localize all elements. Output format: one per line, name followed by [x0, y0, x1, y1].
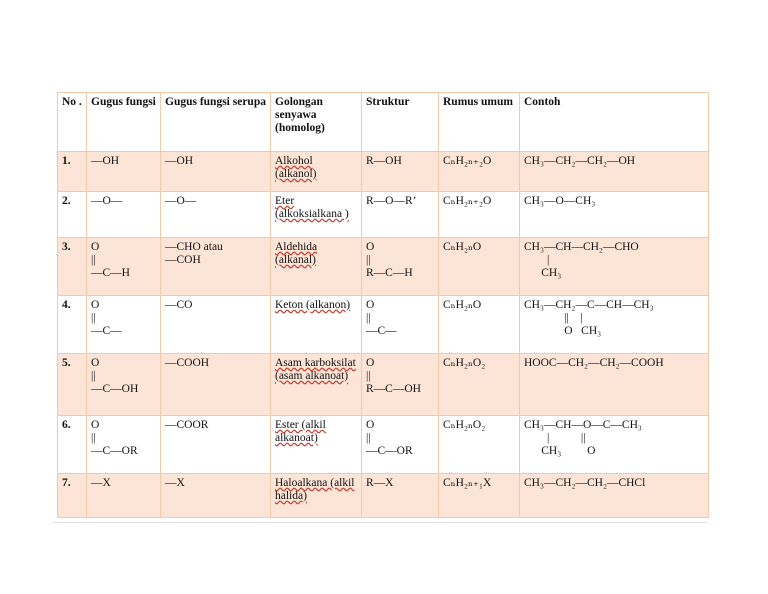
- cell-golongan: Keton (alkanon): [271, 296, 362, 354]
- header-gugus-fungsi-serupa: Gugus fungsi serupa: [161, 93, 271, 152]
- cell-gugus: O || —C—OR: [87, 416, 161, 474]
- cell-rumus: CₙH₂ₙO: [439, 296, 520, 354]
- header-no: No .: [58, 93, 87, 152]
- cell-struktur: R—OH: [362, 152, 439, 192]
- table-row: [58, 192, 709, 238]
- cell-contoh: CH₃—CH—CH₂—CHO | CH₃: [520, 238, 709, 296]
- cell-gugus: O || —C—OH: [87, 354, 161, 416]
- header-row: [58, 93, 709, 152]
- cell-golongan: Haloalkana (alkil halida): [271, 474, 362, 518]
- cell-gugus: O || —C—: [87, 296, 161, 354]
- cell-contoh: CH₃—CH—O—C—CH₃ | || CH₃ O: [520, 416, 709, 474]
- cell-contoh: CH₃—CH₂—CH₂—OH: [520, 152, 709, 192]
- cell-no: 2.: [58, 192, 87, 238]
- cell-golongan: Ester (alkil alkanoat): [271, 416, 362, 474]
- cell-rumus: CₙH₂ₙ₊₁X: [439, 474, 520, 518]
- cell-serupa: —CO: [161, 296, 271, 354]
- header-struktur: Struktur: [362, 93, 439, 152]
- cell-golongan: Aldehida (alkanal): [271, 238, 362, 296]
- cell-struktur: R—X: [362, 474, 439, 518]
- table-row: [58, 354, 709, 416]
- cell-rumus: CₙH₂ₙO₂: [439, 416, 520, 474]
- cell-struktur: R—O—R’: [362, 192, 439, 238]
- cell-no: 1.: [58, 152, 87, 192]
- cell-serupa: —OH: [161, 152, 271, 192]
- cell-golongan: Eter (alkoksialkana ): [271, 192, 362, 238]
- cell-contoh: HOOC—CH₂—CH₂—COOH: [520, 354, 709, 416]
- cell-rumus: CₙH₂ₙO: [439, 238, 520, 296]
- cell-golongan: Alkohol (alkanol): [271, 152, 362, 192]
- cell-rumus: CₙH₂ₙ₊₂O: [439, 192, 520, 238]
- cell-serupa: —COOR: [161, 416, 271, 474]
- cell-struktur: O || R—C—OH: [362, 354, 439, 416]
- cell-contoh: CH₃—CH₂—CH₂—CHCl: [520, 474, 709, 518]
- table-row: [58, 416, 709, 474]
- cell-gugus: —O—: [87, 192, 161, 238]
- cell-struktur: O || —C—: [362, 296, 439, 354]
- functional-groups-table: [57, 92, 709, 518]
- cell-no: 6.: [58, 416, 87, 474]
- cell-no: 3.: [58, 238, 87, 296]
- cell-no: 5.: [58, 354, 87, 416]
- cell-gugus: —X: [87, 474, 161, 518]
- cell-no: 7.: [58, 474, 87, 518]
- cell-struktur: O || —C—OR: [362, 416, 439, 474]
- header-contoh: Contoh: [520, 93, 709, 152]
- cell-serupa: —X: [161, 474, 271, 518]
- cell-rumus: CₙH₂ₙO₂: [439, 354, 520, 416]
- cell-serupa: —COOH: [161, 354, 271, 416]
- table-row: [58, 474, 709, 518]
- header-rumus-umum: Rumus umum: [439, 93, 520, 152]
- cell-serupa: —CHO atau —COH: [161, 238, 271, 296]
- cell-rumus: CₙH₂ₙ₊₂O: [439, 152, 520, 192]
- cell-gugus: O || —C—H: [87, 238, 161, 296]
- cell-contoh: CH₃—CH₂—C—CH—CH₃ || | O CH₃: [520, 296, 709, 354]
- header-golongan: Golongan senyawa (homolog): [271, 93, 362, 152]
- cell-no: 4.: [58, 296, 87, 354]
- header-gugus-fungsi: Gugus fungsi: [87, 93, 161, 152]
- table-row: [58, 152, 709, 192]
- cell-struktur: O || R—C—H: [362, 238, 439, 296]
- cell-gugus: —OH: [87, 152, 161, 192]
- cell-contoh: CH₃—O—CH₃: [520, 192, 709, 238]
- table-row: [58, 296, 709, 354]
- page-divider: [52, 522, 708, 523]
- cell-golongan: Asam karboksilat (asam alkanoat): [271, 354, 362, 416]
- table-row: [58, 238, 709, 296]
- cell-serupa: —O—: [161, 192, 271, 238]
